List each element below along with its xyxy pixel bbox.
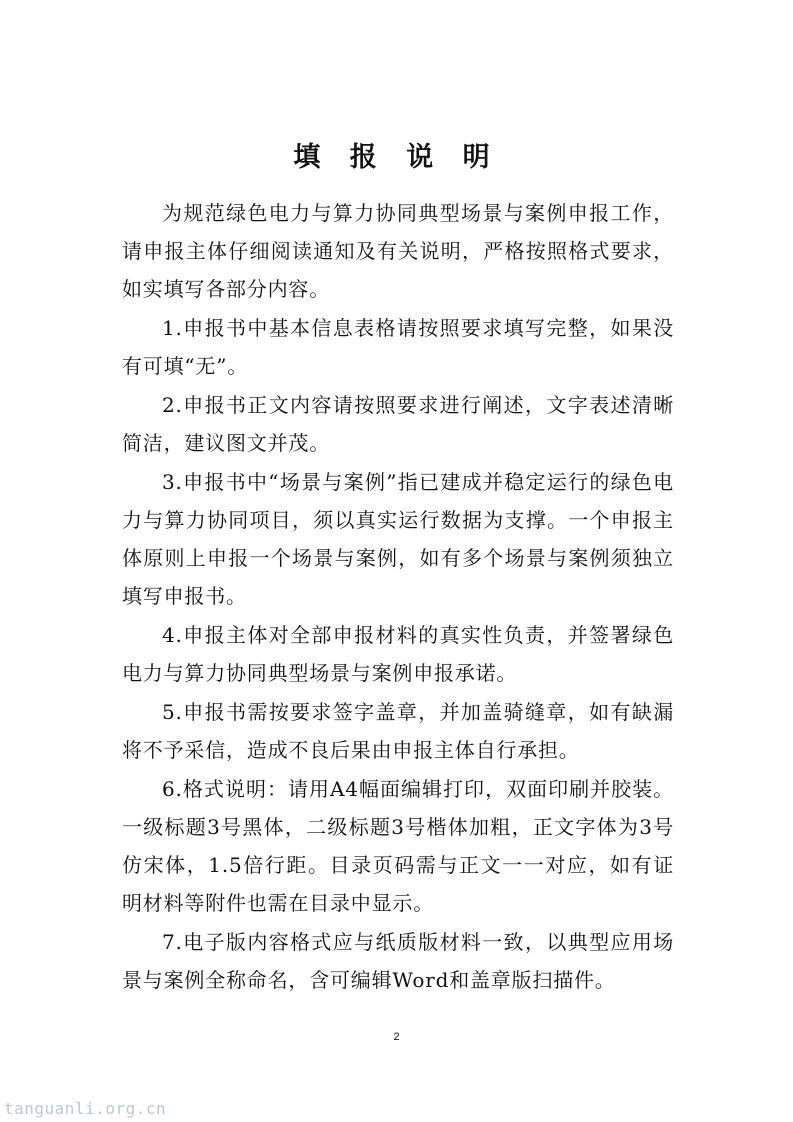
instruction-item-3: 3.申报书中“场景与案例”指已建成并稳定运行的绿色电力与算力协同项目，须以真实运行数据为支撑。一个申报主体原则上申报一个场景与案例，如有多个场景与案例须独立填写申报书。 (122, 470, 674, 608)
instruction-item-4: 4.申报主体对全部申报材料的真实性负责，并签署绿色电力与算力协同典型场景与案例申报承诺。 (122, 623, 674, 685)
instruction-item-6: 6.格式说明：请用A4幅面编辑打印，双面印刷并胶装。一级标题3号黑体，二级标题3号楷体加粗，正文字体为3号仿宋体，1.5倍行距。目录页码需与正文一一对应，如有证明材料等附件也需在目录中显示。 (122, 777, 674, 915)
instruction-item-5: 5.申报书需按要求签字盖章，并加盖骑缝章，如有缺漏将不予采信，造成不良后果由申报主体自行承担。 (122, 700, 674, 762)
page-title: 填 报 说 明 (293, 142, 500, 173)
intro-paragraph: 为规范绿色电力与算力协同典型场景与案例申报工作，请申报主体仔细阅读通知及有关说明，严格按照格式要求，如实填写各部分内容。 (122, 201, 674, 301)
watermark: tanguanli.org.cn (4, 1099, 167, 1118)
document-body (122, 194, 674, 1000)
instruction-item-1: 1.申报书中基本信息表格请按照要求填写完整，如果没有可填“无”。 (122, 316, 674, 378)
page-number: 2 (393, 1031, 400, 1043)
instruction-item-7: 7.电子版内容格式应与纸质版材料一致，以典型应用场景与案例全称命名，含可编辑Word和盖章版扫描件。 (122, 930, 674, 992)
instruction-item-2: 2.申报书正文内容请按照要求进行阐述，文字表述清晰简洁，建议图文并茂。 (122, 393, 674, 455)
